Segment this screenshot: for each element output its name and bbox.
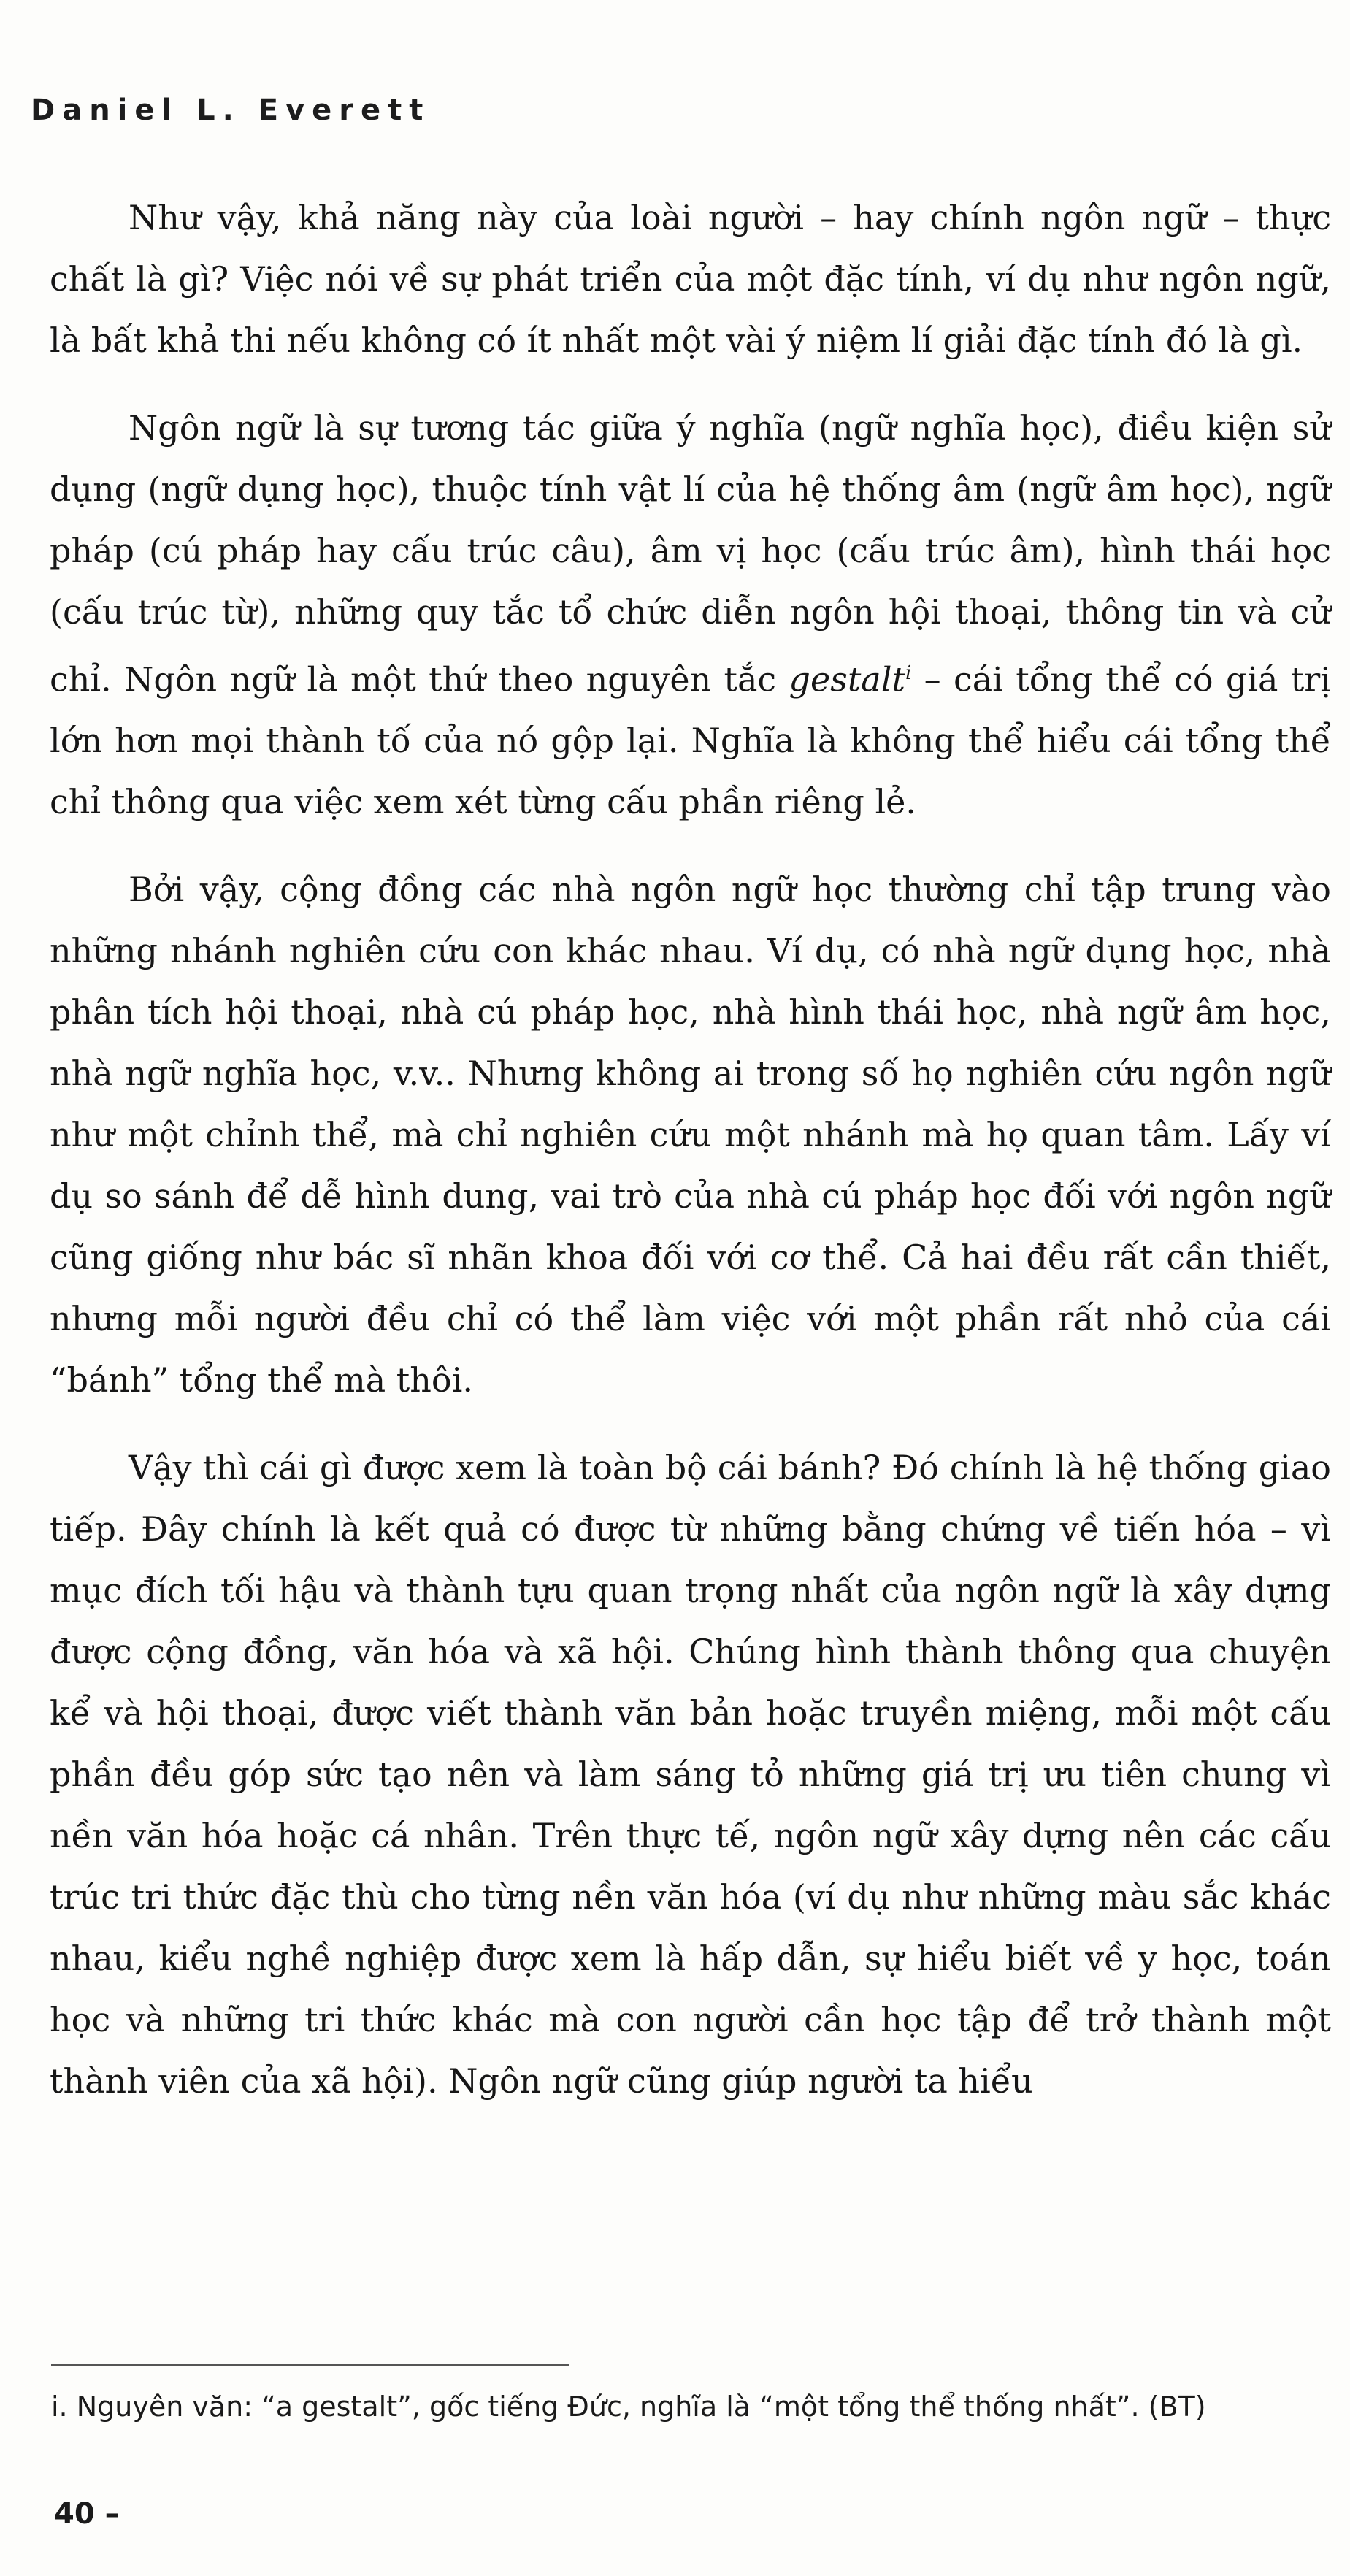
running-header-author: Daniel L. Everett bbox=[31, 93, 431, 127]
body-text bbox=[50, 187, 1331, 2112]
footnote-marker: i bbox=[905, 662, 912, 684]
paragraph-2 bbox=[50, 397, 1331, 832]
paragraph-1: Như vậy, khả năng này của loài người – hay chính ngôn ngữ – thực chất là gì? Việc nói về sự phát triển của một đặc tính, ví dụ như ngôn ngữ, là bất khả thi nếu không có ít nhất một vài ý niệm lí giải đặc tính đó là gì. bbox=[50, 198, 1331, 360]
gestalt-term: gestalt bbox=[789, 659, 905, 699]
paragraph-3: Bởi vậy, cộng đồng các nhà ngôn ngữ học thường chỉ tập trung vào những nhánh nghiên cứu con khác nhau. Ví dụ, có nhà ngữ dụng học, nhà phân tích hội thoại, nhà cú pháp học, nhà hình thái học, nhà ngữ âm học, nhà ngữ nghĩa học, v.v.. Nhưng không ai trong số họ nghiên cứu ngôn ngữ như một chỉnh thể, mà chỉ nghiên cứu một nhánh mà họ quan tâm. Lấy ví dụ so sánh để dễ hình dung, vai trò của nhà cú pháp học đối với ngôn ngữ cũng giống như bác sĩ nhãn khoa đối với cơ thể. Cả hai đều rất cần thiết, nhưng mỗi người đều chỉ có thể làm việc với một phần rất nhỏ của cái “bánh” tổng thể mà thôi. bbox=[50, 870, 1331, 1400]
page-number: 40 – bbox=[54, 2497, 120, 2531]
paragraph-2-text-start: Ngôn ngữ là sự tương tác giữa ý nghĩa (ngữ nghĩa học), điều kiện sử dụng (ngữ dụng học), thuộc tính vật lí của hệ thống âm (ngữ âm học), ngữ pháp (cú pháp hay cấu trúc câu), âm vị học (cấu trúc âm), hình thái học (cấu trúc từ), những quy tắc tổ chức diễn ngôn hội thoại, thông tin và cử chỉ. Ngôn ngữ là một thứ theo nguyên tắc bbox=[50, 408, 1331, 699]
paragraph-2-text-end: – cái tổng thể có giá trị lớn hơn mọi thành tố của nó gộp lại. Nghĩa là không thể hiểu cái tổng thể chỉ thông qua việc xem xét từng cấu phần riêng lẻ. bbox=[50, 659, 1331, 822]
paragraph-4: Vậy thì cái gì được xem là toàn bộ cái bánh? Đó chính là hệ thống giao tiếp. Đây chính là kết quả có được từ những bằng chứng về tiến hóa – vì mục đích tối hậu và thành tựu quan trọng nhất của ngôn ngữ là xây dựng được cộng đồng, văn hóa và xã hội. Chúng hình thành thông qua chuyện kể và hội thoại, được viết thành văn bản hoặc truyền miệng, mỗi một cấu phần đều góp sức tạo nên và làm sáng tỏ những giá trị ưu tiên chung vì nền văn hóa hoặc cá nhân. Trên thực tế, ngôn ngữ xây dựng nên các cấu trúc tri thức đặc thù cho từng nền văn hóa (ví dụ như những màu sắc khác nhau, kiểu nghề nghiệp được xem là hấp dẫn, sự hiểu biết về y học, toán học và những tri thức khác mà con người cần học tập để trở thành một thành viên của xã hội). Ngôn ngữ cũng giúp người ta hiểu bbox=[50, 1448, 1331, 2101]
footnote-divider bbox=[51, 2364, 569, 2366]
footnote: i. Nguyên văn: “a gestalt”, gốc tiếng Đức, nghĩa là “một tổng thể thống nhất”. (BT) bbox=[51, 2391, 1206, 2423]
